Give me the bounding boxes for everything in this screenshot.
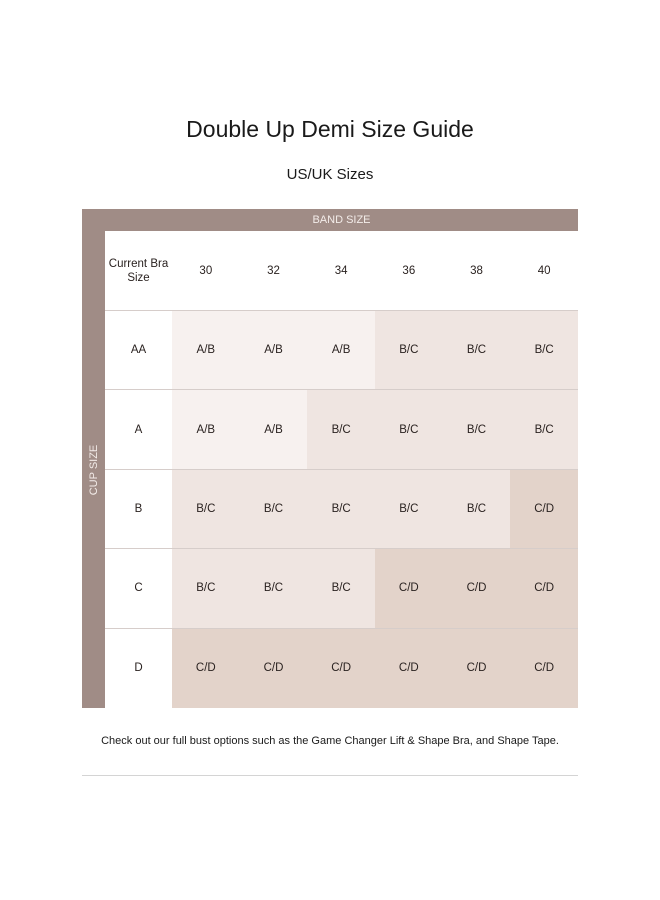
size-cell: C/D (510, 470, 578, 549)
band-header: 36 (375, 231, 443, 311)
cup-row-header: AA (105, 311, 172, 390)
size-cell: B/C (240, 470, 308, 549)
band-size-label: BAND SIZE (312, 214, 371, 226)
size-cell: C/D (375, 629, 443, 708)
size-cell: B/C (510, 311, 578, 390)
size-cell: C/D (375, 549, 443, 628)
page-subtitle: US/UK Sizes (286, 166, 374, 183)
size-grid (105, 231, 578, 708)
band-header: 34 (307, 231, 375, 311)
size-cell: B/C (240, 549, 308, 628)
size-cell: C/D (443, 549, 511, 628)
size-cell: B/C (443, 470, 511, 549)
size-cell: B/C (443, 390, 511, 469)
size-cell: B/C (307, 549, 375, 628)
band-header: 38 (443, 231, 511, 311)
size-cell: C/D (510, 549, 578, 628)
cup-size-axis (82, 231, 105, 708)
size-table (82, 209, 578, 708)
cup-row-header: D (134, 662, 143, 675)
size-cell: B/C (375, 311, 443, 390)
size-cell: A/B (172, 311, 240, 390)
size-cell: C/D (443, 629, 511, 708)
size-cell: B/C (510, 390, 578, 469)
cup-row-header: C (105, 549, 172, 628)
cup-row-header: B (105, 470, 172, 549)
cup-row-header: A (105, 390, 172, 469)
corner-header: Current Bra Size (105, 231, 172, 311)
size-cell: A/B (307, 311, 375, 390)
size-cell: B/C (307, 390, 375, 469)
size-cell: A/B (240, 390, 308, 469)
page-title: Double Up Demi Size Guide (186, 116, 474, 142)
size-cell: B/C (375, 390, 443, 469)
size-cell: B/C (172, 549, 240, 628)
size-cell: C/D (240, 629, 308, 708)
size-cell: A/B (240, 311, 308, 390)
size-cell: C/D (307, 629, 375, 708)
divider (82, 775, 578, 776)
size-cell: C/D (172, 629, 240, 708)
size-cell: B/C (307, 470, 375, 549)
band-header: 30 (172, 231, 240, 311)
size-cell: A/B (172, 390, 240, 469)
size-cell: B/C (375, 470, 443, 549)
size-cell: B/C (172, 470, 240, 549)
size-cell: B/C (443, 311, 511, 390)
band-header: 40 (510, 231, 578, 311)
band-header: 32 (240, 231, 308, 311)
cup-size-label: CUP SIZE (87, 444, 100, 495)
footer-note: Check out our full bust options such as the Game Changer Lift & Shape Bra, and Shape Tape. (101, 735, 559, 747)
size-cell: C/D (510, 629, 578, 708)
